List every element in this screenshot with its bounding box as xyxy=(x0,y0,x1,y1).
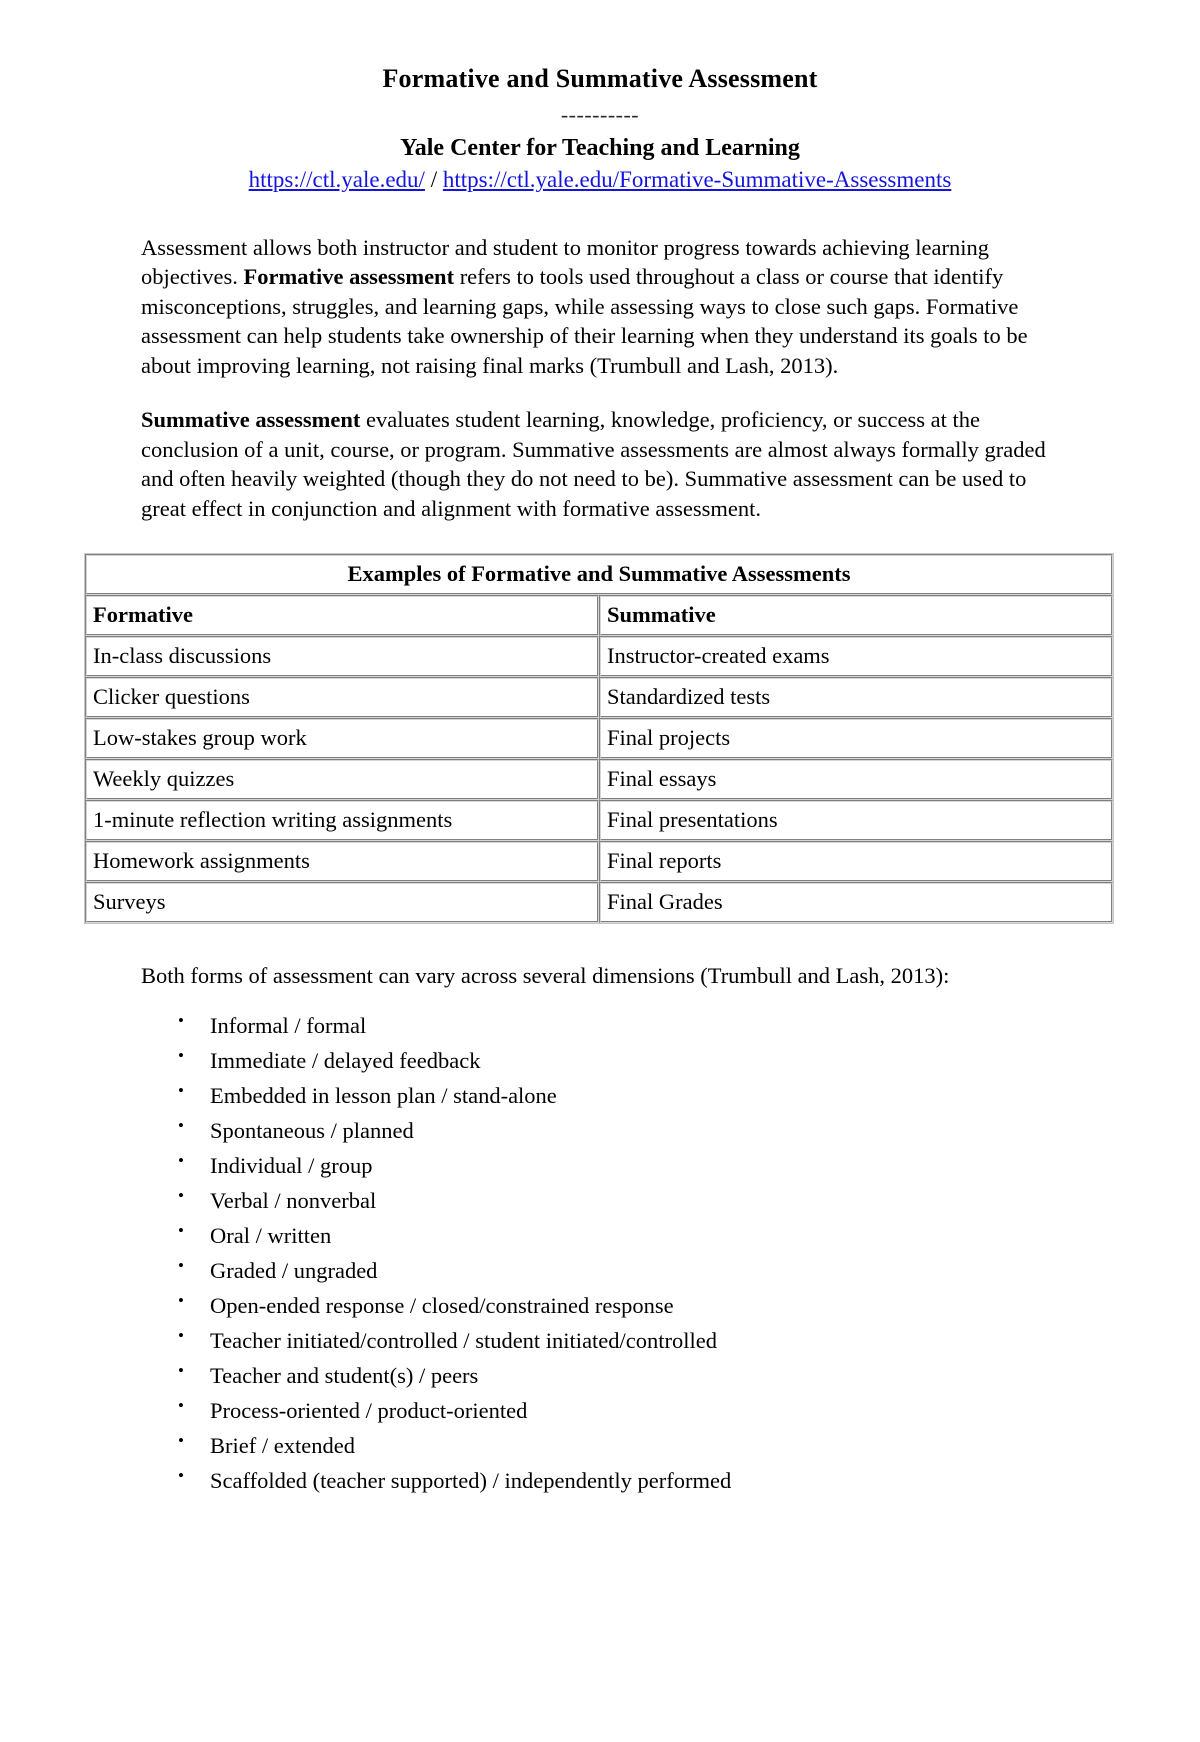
list-item: • Graded / ungraded xyxy=(178,1257,1200,1284)
table-row xyxy=(85,677,1113,718)
list-item: • Spontaneous / planned xyxy=(178,1117,1200,1144)
table-row xyxy=(85,759,1113,800)
organization-name: Yale Center for Teaching and Learning xyxy=(400,134,800,161)
column-header-formative: Formative xyxy=(85,595,599,636)
cell-summative: Final presentations xyxy=(599,800,1113,841)
link-formative-summative-assessments[interactable]: https://ctl.yale.edu/Formative-Summative-Assessments xyxy=(442,166,952,192)
paragraph-summative-text: evaluates student learning, knowledge, proficiency, or success at the conclusion of a unit, course, or program. Summative assessments are almost always formally graded and often heavily weighted (though they do not need to be). Summative assessment can be used to great effect in conjunction and alignment with formative assessment. xyxy=(141,407,1046,521)
paragraph-formative-text-a: Assessment allows both instructor and student to monitor progress towards achieving learning objectives. xyxy=(141,234,989,290)
link-separator: / xyxy=(424,166,443,192)
list-item: • Informal / formal xyxy=(178,1012,1200,1039)
list-item: • Scaffolded (teacher supported) / independently performed xyxy=(178,1467,1200,1494)
page-title: Formative and Summative Assessment xyxy=(382,64,818,93)
dashed-divider: ---------- xyxy=(560,101,640,127)
cell-formative: In-class discussions xyxy=(85,636,599,677)
cell-summative: Standardized tests xyxy=(599,677,1113,718)
cell-formative: Surveys xyxy=(85,882,599,923)
table-caption-row xyxy=(85,554,1113,595)
list-item: • Embedded in lesson plan / stand-alone xyxy=(178,1082,1200,1109)
dimensions-lead-in: Both forms of assessment can vary across several dimensions (Trumbull and Lash, 2013): xyxy=(141,963,950,988)
body-text-column xyxy=(141,233,1046,523)
list-item: • Individual / group xyxy=(178,1152,1200,1179)
term-summative-assessment: Summative assessment xyxy=(141,407,361,433)
link-ctl-home[interactable]: https://ctl.yale.edu/ xyxy=(248,166,425,192)
list-item: • Process-oriented / product-oriented xyxy=(178,1397,1200,1424)
list-item: • Open-ended response / closed/constrained response xyxy=(178,1292,1200,1319)
cell-summative: Instructor-created exams xyxy=(599,636,1113,677)
cell-formative: Homework assignments xyxy=(85,841,599,882)
examples-table-body xyxy=(85,554,1113,923)
list-item: • Teacher initiated/controlled / student initiated/controlled xyxy=(178,1327,1200,1354)
list-item: • Oral / written xyxy=(178,1222,1200,1249)
document-header xyxy=(0,0,1200,195)
examples-table xyxy=(84,553,1114,924)
examples-table-wrapper xyxy=(84,553,1114,924)
list-item: • Teacher and student(s) / peers xyxy=(178,1362,1200,1389)
list-item: • Brief / extended xyxy=(178,1432,1200,1459)
term-formative-assessment: Formative assessment xyxy=(243,264,455,290)
examples-table-caption: Examples of Formative and Summative Assessments xyxy=(85,554,1113,595)
cell-summative: Final Grades xyxy=(599,882,1113,923)
dimensions-list xyxy=(0,1012,1200,1494)
paragraph-formative xyxy=(141,233,1046,380)
table-row xyxy=(85,800,1113,841)
table-row xyxy=(85,636,1113,677)
list-item: • Verbal / nonverbal xyxy=(178,1187,1200,1214)
page-bottom-whitespace xyxy=(0,1502,1200,1742)
cell-summative: Final reports xyxy=(599,841,1113,882)
cell-formative: Low-stakes group work xyxy=(85,718,599,759)
column-header-summative: Summative xyxy=(599,595,1113,636)
cell-summative: Final essays xyxy=(599,759,1113,800)
table-header-row xyxy=(85,595,1113,636)
cell-formative: 1-minute reflection writing assignments xyxy=(85,800,599,841)
list-item: • Immediate / delayed feedback xyxy=(178,1047,1200,1074)
paragraph-formative-text-b: refers to tools used throughout a class or course that identify misconceptions, struggles, and learning gaps, while assessing ways to close such gaps. Formative assessment can help students take ownership of their learning when they understand its goals to be about improving learning, not raising final marks (Trumbull and Lash, 2013). xyxy=(141,264,1028,378)
table-row xyxy=(85,841,1113,882)
cell-formative: Clicker questions xyxy=(85,677,599,718)
paragraph-summative xyxy=(141,405,1046,523)
cell-summative: Final projects xyxy=(599,718,1113,759)
table-row xyxy=(85,882,1113,923)
table-row xyxy=(85,718,1113,759)
cell-formative: Weekly quizzes xyxy=(85,759,599,800)
source-links xyxy=(0,165,1200,195)
